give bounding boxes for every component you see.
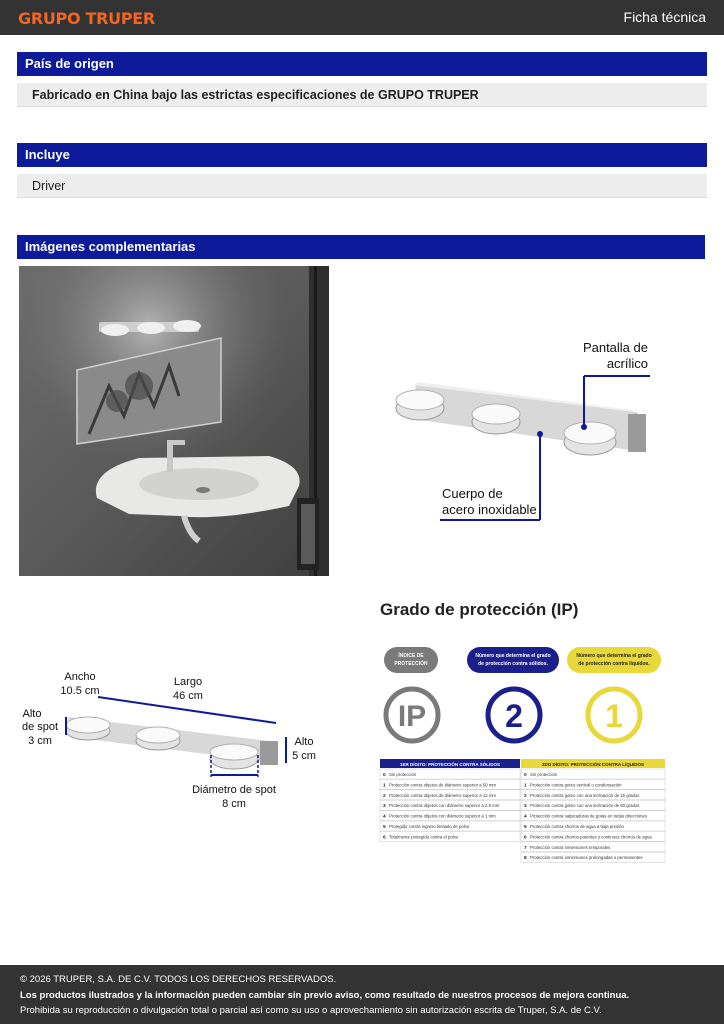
solids-row-number: 1 <box>383 783 386 789</box>
liquids-row-text: Protección contra goteo vertical o condensación <box>530 782 622 788</box>
liquids-row-text: Sin protección <box>530 772 558 777</box>
liquids-row-text: Protección contra inmersiones temporales <box>530 844 611 850</box>
badge-solidos-text-2: de protección contra sólidos. <box>478 661 548 667</box>
solids-row-text: Protección contra objetos de diámetro superior a 50 mm <box>389 782 496 788</box>
label-pantalla-2: acrílico <box>606 356 648 371</box>
origin-text: Fabricado en China bajo las estrictas especificaciones de GRUPO TRUPER <box>17 83 707 107</box>
dim-alto-spot-3: 3 cm <box>28 735 52 747</box>
liquids-row-text: Protección contra goteo con una inclinación de 15 grados <box>530 792 640 798</box>
solids-header: 1ER DÍGITO: PROTECCIÓN CONTRA SÓLIDOS <box>399 762 501 767</box>
liquids-row-number: 0 <box>524 773 527 778</box>
materials-diagram <box>380 330 680 530</box>
badge-indice-text-1: ÍNDICE DE <box>398 653 424 659</box>
badge-solidos <box>467 647 559 673</box>
dim-alto-spot-2: de spot <box>21 721 59 733</box>
liquids-row-text: Protección contra chorros potentes y continuos chorros de agua <box>530 834 652 840</box>
liquids-row-number: 1 <box>524 783 527 789</box>
liquids-row-number: 3 <box>524 804 527 810</box>
dim-alto-label: Alto <box>294 736 314 748</box>
solids-row-text: Protegido contra ingreso limitado de polvo <box>389 824 470 829</box>
liquids-row-text: Protección contra salpicaduras de gotas en todas direcciones <box>530 813 648 819</box>
top-bar <box>0 0 724 35</box>
liquids-row-text: Protección contra goteo con una inclinación de 60 grados <box>530 803 640 809</box>
solids-row-number: 6 <box>383 835 386 841</box>
ip-title: Grado de protección (IP) <box>380 600 579 619</box>
label-cuerpo-1: Cuerpo de <box>442 486 503 501</box>
dim-ancho-label: Ancho <box>64 671 96 683</box>
liquids-row-text: Protección contra inmersiones prolongadas o permanentes <box>530 855 643 861</box>
dimensions-diagram <box>20 665 320 815</box>
liquids-row-text: Protección contra chorros de agua a baja presión <box>530 824 624 829</box>
circle-solidos-text: 2 <box>505 698 523 734</box>
dim-alto-value: 5 cm <box>292 750 316 762</box>
page-title: Ficha técnica <box>623 9 706 25</box>
solids-row-text: Sin protección <box>389 772 417 777</box>
liquids-row-number: 7 <box>524 845 527 851</box>
dim-diametro-label: Diámetro de spot <box>192 784 276 796</box>
solids-row-number: 3 <box>383 804 386 810</box>
solids-row-text: Totalmente protegido contra el polvo <box>389 834 459 840</box>
badge-liquidos <box>567 647 661 673</box>
dim-alto-spot-1: Alto <box>22 708 42 720</box>
footer-notice: Los productos ilustrados y la información pueden cambiar sin previo aviso, como resultado de nuestros procesos de mejora continua. <box>20 990 630 1001</box>
solids-row-text: Protección contra objetos con diámetro superior a 2.5 mm <box>389 803 500 809</box>
liquids-row-number: 6 <box>524 835 527 841</box>
liquids-row-number: 4 <box>524 814 527 820</box>
badge-liquidos-text-2: de protección contra líquidos. <box>578 661 650 667</box>
circle-ip-text: IP <box>397 700 427 733</box>
brand-logo: GRUPO TRUPER <box>18 9 155 28</box>
circle-liquidos-text: 1 <box>605 698 623 734</box>
liquids-row-number: 5 <box>524 825 527 830</box>
product-photo <box>19 266 329 576</box>
dim-largo-label: Largo <box>173 676 203 688</box>
label-pantalla-1: Pantalla de <box>582 340 648 355</box>
liquids-row-number: 2 <box>524 793 527 799</box>
badge-liquidos-text-1: Número que determina el grado <box>576 653 652 659</box>
badge-indice-text-2: PROTECCIÓN <box>394 661 428 667</box>
dim-ancho-value: 10.5 cm <box>60 685 100 697</box>
solids-row-text: Protección contra objetos con diámetro superior a 1 mm <box>389 813 496 819</box>
solids-row-number: 4 <box>383 814 386 820</box>
dim-largo-value: 46 cm <box>173 690 203 702</box>
footer <box>0 965 724 1024</box>
solids-row-number: 0 <box>383 773 386 778</box>
ip-protection-chart <box>378 595 668 865</box>
solids-row-number: 2 <box>383 793 386 799</box>
includes-text: Driver <box>17 174 707 198</box>
solids-row-number: 5 <box>383 825 386 830</box>
dim-diametro-value: 8 cm <box>222 798 246 810</box>
liquids-row-number: 8 <box>524 856 527 862</box>
label-cuerpo-2: acero inoxidable <box>442 502 537 517</box>
section-images-title: Imágenes complementarias <box>17 235 705 259</box>
liquids-header: 2DO DÍGITO: PROTECCIÓN CONTRA LÍQUIDOS <box>541 762 645 767</box>
solids-row-text: Protección contra objetos de diámetro superior a 12 mm <box>389 792 496 798</box>
footer-prohibition: Prohibida su reproducción o divulgación total o parcial así como su uso o aprovechamiento sin autorización escrita de Truper, S.A. de C.V. <box>20 1005 602 1016</box>
section-origin-title: País de origen <box>17 52 707 76</box>
badge-indice <box>384 647 438 673</box>
footer-copyright: © 2026 TRUPER, S.A. DE C.V. TODOS LOS DERECHOS RESERVADOS. <box>20 974 337 985</box>
badge-solidos-text-1: Número que determina el grado <box>475 653 551 659</box>
section-includes-title: Incluye <box>17 143 707 167</box>
